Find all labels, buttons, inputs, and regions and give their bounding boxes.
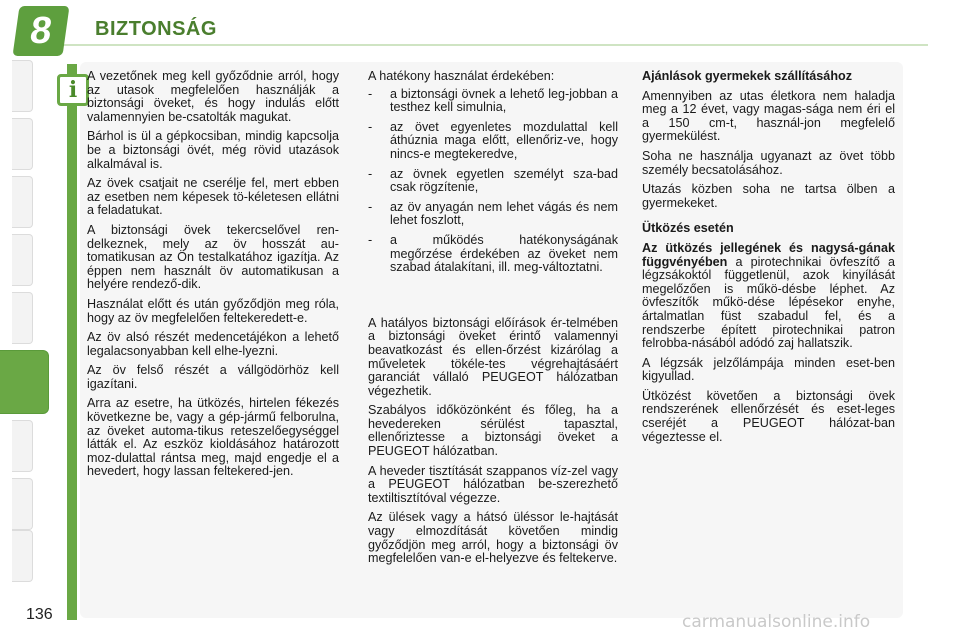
column-left: [87, 70, 339, 485]
chapter-number-badge: 8: [12, 6, 69, 56]
section-heading: Ütközés esetén: [642, 221, 734, 236]
paragraph: A vezetőnek meg kell győződnie arról, hogy az utasok megfelelően használják a biztonsági öveket, és hogy indulás előtt valamennyien be-csatolták magukat.: [87, 69, 339, 124]
paragraph: Arra az esetre, ha ütközés, hirtelen fékezés következne be, vagy a gép-jármű felborulna, az öveket automa-tikus reteszelőegységgel látták el. Az eszköz kioldásához határozott moz-dulattal rántsa meg, majd engedje el a hevedert, hogy lassan feltekered-jen.: [87, 396, 339, 479]
paragraph: Az ülések vagy a hátsó üléssor le-hajtását vagy elmozdítását követően mindig győződjön meg arról, hogy a biztonsági öv megfelelően van-e el-helyezve és feltekerve.: [368, 510, 618, 566]
watermark: carmanualsonline.info: [682, 612, 871, 632]
chapter-tab[interactable]: [12, 176, 33, 228]
list-item: - a biztonsági övnek a lehető leg-jobban a testhez kell simulnia,: [368, 88, 618, 115]
info-icon: i: [57, 74, 89, 106]
info-stripe: [67, 64, 77, 620]
paragraph: A hatályos biztonsági előírások ér-telmében a biztonsági öveket érintő valamennyi beavatkozást és ellen-őrzést kizárólag a műveletek tökéle-tes végrehajtásáért garanciát vállaló PEUGEOT hálózatban végezhetik.: [368, 315, 618, 398]
bold-lead: Az ütközés jellegének és nagysá-gának függvényében: [642, 240, 895, 269]
page-title: BIZTONSÁG: [95, 18, 217, 40]
page-number: 136: [26, 606, 53, 623]
chapter-tab[interactable]: [12, 118, 33, 170]
paragraph: Utazás közben soha ne tartsa ölben a gyermekeket.: [642, 182, 895, 210]
paragraph: Használat előtt és után győződjön meg róla, hogy az öv megfelelően feltekeredett-e.: [87, 296, 339, 325]
paragraph: Az öv alsó részét medencetájékon a lehető legalacsonyabban kell elhe-lyezni.: [87, 330, 339, 358]
chapter-tab[interactable]: [12, 478, 33, 530]
chapter-tab[interactable]: [12, 420, 33, 472]
paragraph: A biztonsági övek tekercselővel ren-delkeznek, mely az öv hosszát au-tomatikusan az Ön testalkatához igazítja. Az éppen nem használt öv automatikusan a helyére rendező-dik.: [87, 222, 339, 292]
column-middle: [368, 70, 618, 572]
lead-rest: a pirotechnikai övfeszítő a légzsákoktól függetlenül, azok kinyílását megelőzően is műkö-désbe léphet. Az övfeszítők műkö-dése lépésekor enyhe, ártalmatlan füst szabadul fel, és a rendszerbe épített pirotechnikai patron felrobba-násából adódó zaj hallatszik.: [642, 254, 895, 351]
header-rule: [58, 44, 928, 46]
chapter-tab[interactable]: [12, 60, 33, 112]
paragraph: [642, 242, 895, 351]
paragraph: A légzsák jelzőlámpája minden eset-ben kigyullad.: [642, 355, 895, 384]
paragraph: Szabályos időközönként és főleg, ha a hevedereken sérülést tapasztal, ellenőriztesse a biztonsági öveket a PEUGEOT hálózatban.: [368, 403, 618, 459]
chapter-tab-strip: [0, 60, 34, 580]
paragraph: Bárhol is ül a gépkocsiban, mindig kapcsolja be a biztonsági övét, még rövid utazások alkalmával is.: [87, 129, 339, 171]
section-heading: Ajánlások gyermekek szállításához: [642, 69, 852, 83]
column-right: [642, 70, 895, 450]
paragraph: Soha ne használja ugyanazt az övet több személy becsatolásához.: [642, 148, 895, 177]
paragraph: Az övek csatjait ne cserélje fel, mert ebben az esetben nem képesek tö-kéletesen ellátni a feladatukat.: [87, 176, 339, 218]
chapter-tab-active[interactable]: [0, 350, 49, 414]
list-item: - az övnek egyetlen személyt sza-bad csak rögzítenie,: [368, 168, 618, 195]
list-intro: A hatékony használat érdekében:: [368, 69, 555, 83]
paragraph: Ütközést követően a biztonsági övek rendszerének ellenőrzését és eset-leges cseréjét a PEUGEOT hálózat-ban végeztesse el.: [642, 388, 895, 444]
paragraph: Az öv felső részét a vállgödörhöz kell igazítani.: [87, 363, 339, 391]
usage-list: [368, 88, 618, 275]
paragraph: Amennyiben az utas életkora nem haladja meg a 12 évet, vagy magas-sága nem éri el a 150 cm-t, használ-jon megfelelő gyermekülést.: [642, 88, 895, 144]
list-item: - a működés hatékonyságának megőrzése érdekében az öveket nem szabad átalakítani, ill. meg-változtatni.: [368, 234, 618, 275]
list-item: - az övet egyenletes mozdulattal kell áthúznia maga előtt, ellenőriz-ve, hogy nincs-e megtekeredve,: [368, 121, 618, 162]
chapter-tab[interactable]: [12, 530, 33, 582]
list-item: - az öv anyagán nem lehet vágás és nem lehet foszlott,: [368, 201, 618, 228]
paragraph: A heveder tisztítását szappanos víz-zel vagy a PEUGEOT hálózatban be-szerezhető textiltisztítóval végezze.: [368, 463, 618, 505]
chapter-tab[interactable]: [12, 292, 33, 344]
chapter-tab[interactable]: [12, 234, 33, 286]
